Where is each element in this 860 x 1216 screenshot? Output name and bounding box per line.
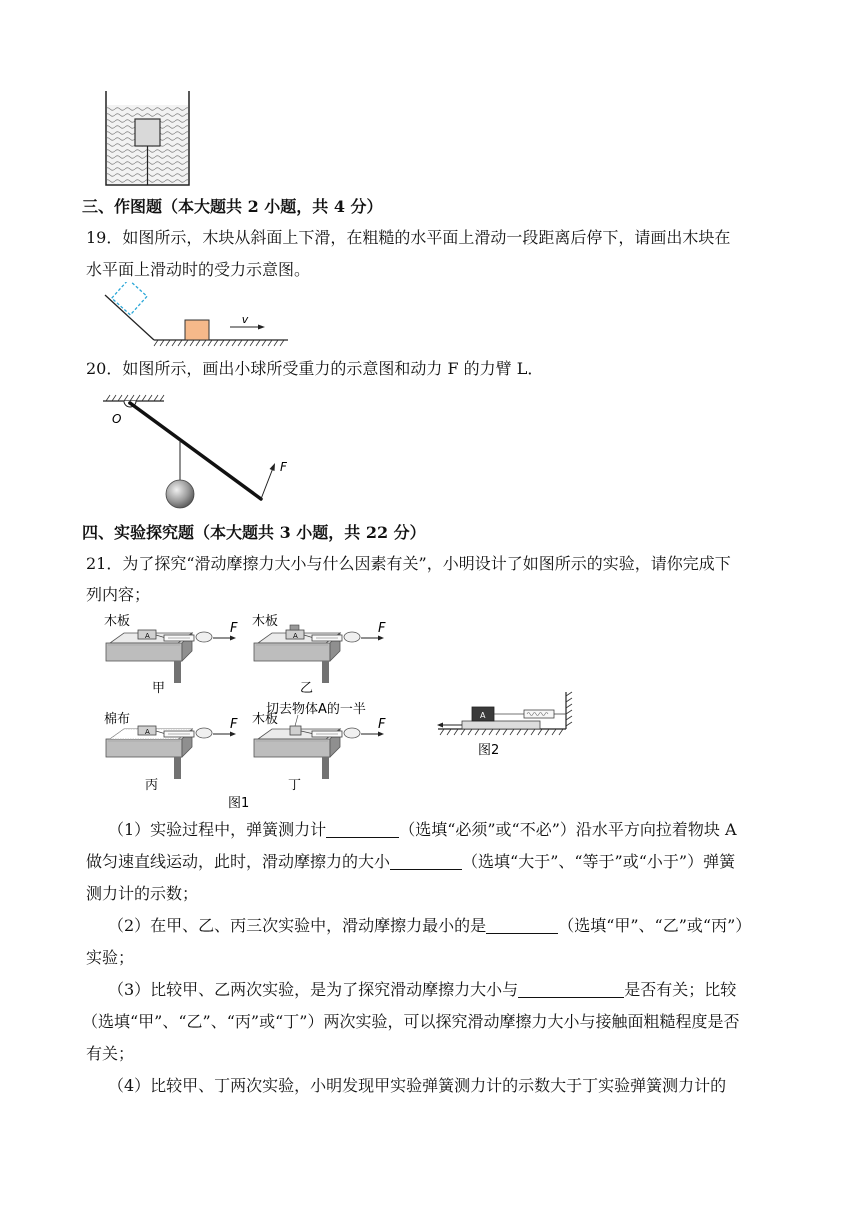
figure-1-title: 图1	[228, 796, 250, 811]
q19-line-2: 水平面上滑动时的受力示意图。	[86, 260, 311, 279]
q21-p1-line-1: （1）实验过程中，弹簧测力计 （选填“必须”或“不必”）沿水平方向拉着物块 A	[108, 820, 737, 839]
q19-line-1: 19．如图所示，木块从斜面上下滑，在粗糙的水平面上滑动一段距离后停下，请画出木块在	[86, 228, 731, 247]
q21-line-1: 21．为了探究“滑动摩擦力大小与什么因素有关”，小明设计了如图所示的实验，请你完成下	[86, 554, 731, 573]
panel-jia-caption: 甲	[152, 681, 166, 696]
q21-p3-line-3: 有关；	[86, 1044, 135, 1063]
q20-text: 20．如图所示，画出小球所受重力的示意图和动力 F 的力臂 L．	[86, 359, 544, 378]
figure-2-block-label: A	[480, 711, 486, 720]
answer-blank-1[interactable]	[326, 821, 399, 838]
svg-text:A: A	[145, 728, 150, 736]
panel-bing-caption: 丙	[145, 778, 159, 793]
q21-p2-line-2: 实验；	[86, 948, 135, 967]
panel-yi-caption: 乙	[300, 681, 314, 696]
q21-p1-line-2: 做匀速直线运动，此时，滑动摩擦力的大小 （选填“大于”、“等于”或“小于”）弹簧	[86, 852, 736, 871]
q21-p3-line-2: （选填“甲”、“乙”、“丙”或“丁”）两次实验，可以探究滑动摩擦力大小与接触面粗糙程度是否	[82, 1012, 740, 1031]
pivot-label: O	[112, 412, 122, 426]
svg-text:A: A	[145, 632, 150, 640]
force-f-label: F	[280, 460, 287, 474]
panel-jia-force: F	[230, 621, 238, 636]
section-3-heading: 三、作图题（本大题共 2 小题，共 4 分）	[82, 197, 383, 216]
answer-blank-4[interactable]	[518, 981, 624, 998]
q21-p1-line-3: 测力计的示数；	[86, 884, 199, 903]
velocity-label: v	[241, 313, 249, 326]
lever-figure	[98, 390, 298, 515]
panel-yi	[254, 625, 384, 683]
panel-bing-surface: 棉布	[104, 712, 131, 727]
panel-jia	[106, 630, 236, 683]
panel-bing-force: F	[230, 717, 238, 732]
panel-yi-force: F	[378, 621, 386, 636]
q21-p4-line-1: （4）比较甲、丁两次实验，小明发现甲实验弹簧测力计的示数大于丁实验弹簧测力计的	[108, 1076, 727, 1095]
panel-yi-surface: 木板	[252, 614, 279, 629]
panel-ding-caption: 丁	[288, 778, 302, 793]
panel-jia-surface: 木板	[104, 614, 131, 629]
q21-p2-line-1: （2）在甲、乙、丙三次实验中，滑动摩擦力最小的是 （选填“甲”、“乙”或“丙”）	[108, 916, 752, 935]
cut-half-note: 切去物体A的一半	[266, 702, 366, 717]
panel-ding-surface: 木板	[252, 712, 279, 727]
panel-ding-force: F	[378, 717, 386, 732]
incline-figure	[100, 282, 290, 352]
answer-blank-2[interactable]	[390, 853, 462, 870]
figure-2-title: 图2	[478, 743, 500, 758]
friction-experiment-figure-1	[100, 605, 420, 815]
panel-bing	[106, 726, 236, 779]
svg-text:A: A	[293, 632, 298, 640]
answer-blank-3[interactable]	[486, 917, 558, 934]
q21-p3-line-1: （3）比较甲、乙两次实验，是为了探究滑动摩擦力大小与 是否有关；比较	[108, 980, 737, 999]
q21-line-2: 列内容；	[86, 585, 151, 604]
beaker-figure	[95, 88, 200, 186]
friction-experiment-figure-2	[430, 690, 580, 770]
section-4-heading: 四、实验探究题（本大题共 3 小题，共 22 分）	[82, 523, 426, 542]
